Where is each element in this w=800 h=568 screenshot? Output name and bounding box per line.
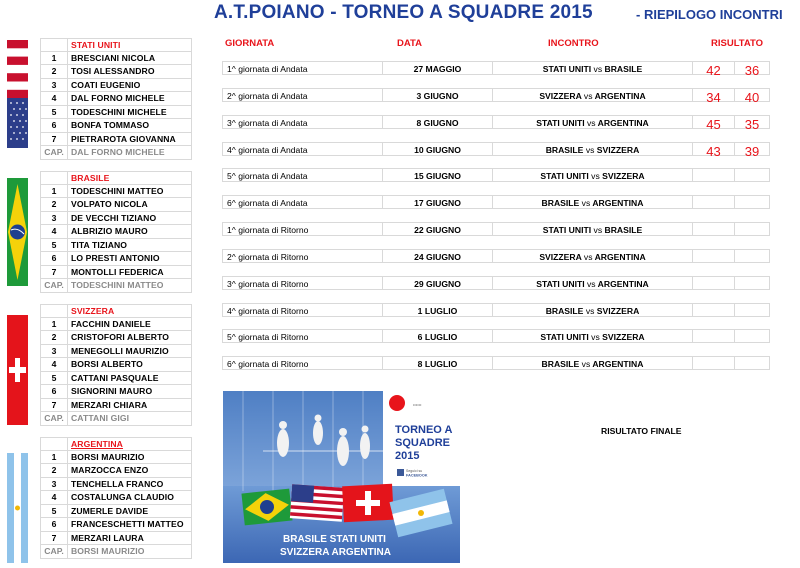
match-giornata: 1^ giornata di Andata [222, 62, 382, 74]
captain-row [40, 412, 192, 426]
player-number: 5 [51, 106, 57, 117]
score-away-cell [734, 62, 770, 78]
match-row [222, 168, 770, 182]
player-row [40, 345, 192, 359]
player-row [40, 133, 192, 147]
player-row [40, 119, 192, 133]
player-row [40, 372, 192, 386]
player-number: 4 [51, 492, 57, 502]
score-home-cell [692, 223, 734, 235]
player-number: 7 [51, 399, 57, 410]
match-away-team: ARGENTINA [594, 252, 646, 262]
captain-label: CAP. [44, 147, 64, 157]
team-roster [40, 437, 192, 559]
facebook-icon [397, 469, 404, 476]
player-row [40, 518, 192, 532]
player-number: 7 [51, 532, 57, 543]
score-home-cell [692, 116, 734, 132]
match-date: 8 GIUGNO [382, 116, 492, 128]
player-number: 1 [51, 318, 57, 329]
match-incontro [492, 196, 692, 208]
page-title [0, 2, 800, 26]
player-name: ALBRIZIO MAURO [71, 226, 148, 236]
page-title-main: A.T.POIANO - TORNEO A SQUADRE 2015 [214, 2, 593, 23]
player-row [40, 385, 192, 399]
score-home: 34 [706, 90, 721, 105]
player-name: CATTANI PASQUALE [71, 372, 159, 383]
match-row [222, 195, 770, 209]
player-name: BORSI MAURIZIO [71, 451, 145, 462]
match-home-team: STATI UNITI [542, 225, 592, 235]
player-name: BORSI ALBERTO [71, 359, 143, 369]
match-vs: vs [585, 145, 595, 155]
player-number: 3 [51, 478, 57, 489]
team-name: ARGENTINA [71, 439, 123, 449]
player-row [40, 239, 192, 253]
score-away: 35 [744, 117, 760, 132]
score-home-cell [692, 196, 734, 208]
tournament-poster [223, 391, 460, 563]
match-giornata: 6^ giornata di Ritorno [222, 357, 382, 369]
player-number: 6 [51, 253, 57, 263]
player-row [40, 532, 192, 546]
match-row [222, 276, 770, 290]
captain-label: CAP. [44, 280, 64, 290]
team-name-row [40, 171, 192, 185]
col-header-incontro: INCONTRO [548, 38, 599, 49]
score-away-cell [734, 304, 770, 316]
match-away-team: ARGENTINA [594, 91, 646, 101]
team-name: BRASILE [71, 173, 110, 183]
player-number: 6 [51, 519, 57, 529]
captain-name: CATTANI GIGI [71, 413, 130, 423]
col-header-risultato: RISULTATO [711, 38, 764, 49]
player-name: COSTALUNGA CLAUDIO [71, 492, 175, 502]
match-row [222, 142, 770, 159]
match-away-team: BRASILE [604, 64, 643, 74]
match-row [222, 249, 770, 263]
player-name: BONFA TOMMASO [71, 120, 150, 130]
poster-facebook: FACEBOOK [406, 473, 428, 478]
player-number: 4 [51, 226, 57, 236]
match-giornata: 1^ giornata di Ritorno [222, 223, 382, 235]
score-away-cell [734, 196, 770, 208]
captain-row [40, 545, 192, 559]
match-date: 24 GIUGNO [382, 250, 492, 262]
player-row [40, 491, 192, 505]
match-giornata: 4^ giornata di Ritorno [222, 304, 382, 316]
captain-label: CAP. [44, 413, 64, 423]
score-away: 39 [744, 144, 760, 159]
captain-row [40, 146, 192, 160]
player-name: FACCHIN DANIELE [71, 318, 151, 329]
match-date: 6 LUGLIO [382, 330, 492, 342]
score-home-cell [692, 357, 734, 369]
match-date: 17 GIUGNO [382, 196, 492, 208]
match-giornata: 3^ giornata di Ritorno [222, 277, 382, 289]
match-home-team: STATI UNITI [540, 171, 589, 181]
player-number: 5 [51, 372, 57, 383]
match-away-team: ARGENTINA [592, 359, 644, 369]
match-incontro [492, 116, 692, 128]
captain-name: TODESCHINI MATTEO [71, 280, 164, 290]
match-away-team: SVIZZERA [602, 332, 645, 342]
poster-facebook-pre: Seguici su [406, 469, 423, 473]
score-home-cell [692, 304, 734, 316]
player-name: LO PRESTI ANTONIO [71, 253, 160, 263]
player-row [40, 331, 192, 345]
poster-brazil-flag-icon [241, 489, 292, 526]
player-number: 2 [51, 199, 57, 209]
match-giornata: 5^ giornata di Ritorno [222, 330, 382, 342]
match-vs: vs [591, 171, 600, 181]
match-row [222, 88, 770, 105]
col-header-data: DATA [397, 38, 422, 49]
match-vs: vs [587, 279, 596, 289]
match-vs: vs [591, 332, 600, 342]
score-away: 40 [744, 90, 760, 105]
match-date: 15 GIUGNO [382, 169, 492, 181]
player-row [40, 212, 192, 226]
score-away-cell [734, 169, 770, 181]
match-giornata: 3^ giornata di Andata [222, 116, 382, 128]
brazil-flag-icon [7, 178, 28, 286]
player-name: DAL FORNO MICHELE [71, 93, 165, 103]
player-number: 7 [51, 133, 57, 144]
player-name: TODESCHINI MATTEO [71, 185, 164, 196]
score-away-cell [734, 330, 770, 342]
player-row [40, 505, 192, 519]
match-away-team: SVIZZERA [602, 171, 645, 181]
match-date: 27 MAGGIO [382, 62, 492, 74]
match-date: 10 GIUGNO [382, 143, 492, 155]
player-name: SIGNORINI MAURO [71, 386, 153, 396]
score-away-cell [734, 143, 770, 159]
player-number: 5 [51, 239, 57, 250]
player-row [40, 198, 192, 212]
player-row [40, 358, 192, 372]
match-date: 8 LUGLIO [382, 357, 492, 369]
poster-title-line1: TORNEO A [395, 424, 453, 436]
player-name: CRISTOFORI ALBERTO [71, 332, 170, 342]
player-row [40, 399, 192, 413]
score-away-cell [734, 277, 770, 289]
player-number: 4 [51, 359, 57, 369]
score-away-cell [734, 357, 770, 369]
player-number: 5 [51, 505, 57, 516]
match-row [222, 329, 770, 343]
score-home-cell [692, 250, 734, 262]
match-away-team: SVIZZERA [596, 306, 640, 316]
match-incontro [492, 330, 692, 342]
match-row [222, 303, 770, 317]
team-name-row [40, 304, 192, 318]
player-name: COATI EUGENIO [71, 79, 141, 90]
match-incontro [492, 143, 692, 155]
player-name: VOLPATO NICOLA [71, 199, 148, 209]
team-name: SVIZZERA [71, 306, 115, 316]
match-away-team: ARGENTINA [597, 118, 649, 128]
player-name: TODESCHINI MICHELE [71, 106, 167, 117]
player-row [40, 106, 192, 120]
player-number: 3 [51, 212, 57, 223]
score-home: 45 [706, 117, 721, 132]
score-home-cell [692, 143, 734, 159]
player-row [40, 225, 192, 239]
score-home-cell [692, 62, 734, 78]
match-incontro [492, 277, 692, 289]
match-away-team: SVIZZERA [596, 145, 640, 155]
match-home-team: SVIZZERA [539, 91, 582, 101]
player-number: 4 [51, 93, 57, 103]
player-name: MONTOLLI FEDERICA [71, 266, 164, 277]
team-roster [40, 304, 192, 426]
player-row [40, 266, 192, 280]
player-number: 3 [51, 79, 57, 90]
score-home: 42 [706, 63, 721, 78]
argentina-flag-icon [7, 453, 28, 563]
score-home: 43 [706, 144, 721, 159]
match-vs: vs [593, 64, 603, 74]
player-name: MARZOCCA ENZO [71, 465, 149, 475]
player-row [40, 65, 192, 79]
player-name: DE VECCHI TIZIANO [71, 212, 157, 223]
match-home-team: BRASILE [545, 306, 584, 316]
poster-swiss-flag-icon [342, 484, 394, 523]
score-away-cell [734, 223, 770, 235]
match-giornata: 6^ giornata di Andata [222, 196, 382, 208]
player-number: 1 [51, 185, 57, 196]
match-incontro [492, 304, 692, 316]
swiss-flag-icon [7, 315, 28, 425]
captain-label: CAP. [44, 546, 64, 556]
player-name: TOSI ALESSANDRO [71, 66, 155, 76]
match-date: 1 LUGLIO [382, 304, 492, 316]
match-home-team: STATI UNITI [540, 332, 589, 342]
score-away-cell [734, 250, 770, 262]
match-row [222, 115, 770, 132]
score-home-cell [692, 277, 734, 289]
player-name: BRESCIANI NICOLA [71, 52, 156, 63]
match-incontro [492, 250, 692, 262]
player-name: TITA TIZIANO [71, 239, 128, 250]
col-header-giornata: GIORNATA [225, 38, 275, 49]
match-vs: vs [587, 118, 596, 128]
poster-year: 2015 [395, 450, 420, 462]
player-name: MENEGOLLI MAURIZIO [71, 345, 169, 356]
player-name: MERZARI CHIARA [71, 399, 148, 410]
match-away-team: ARGENTINA [592, 198, 644, 208]
match-vs: vs [583, 252, 593, 262]
player-row [40, 464, 192, 478]
match-row [222, 356, 770, 370]
player-number: 2 [51, 465, 57, 475]
match-date: 22 GIUGNO [382, 223, 492, 235]
score-home-cell [692, 89, 734, 105]
player-number: 3 [51, 345, 57, 356]
match-date: 3 GIUGNO [382, 89, 492, 101]
match-vs: vs [583, 91, 593, 101]
match-giornata: 4^ giornata di Andata [222, 143, 382, 155]
captain-name: BORSI MAURIZIO [71, 546, 145, 556]
player-name: ZUMERLE DAVIDE [71, 505, 149, 516]
svg-text:••••••: •••••• [413, 402, 422, 407]
player-row [40, 451, 192, 465]
player-number: 6 [51, 386, 57, 396]
match-home-team: STATI UNITI [542, 64, 592, 74]
usa-flag-icon [7, 40, 28, 148]
poster-teams-top: BRASILE STATI UNITI [283, 534, 386, 545]
team-name: STATI UNITI [71, 40, 121, 50]
match-home-team: BRASILE [541, 359, 580, 369]
match-home-team: STATI UNITI [536, 279, 585, 289]
player-number: 6 [51, 120, 57, 130]
poster-title-line2: SQUADRE [395, 437, 451, 449]
player-row [40, 92, 192, 106]
player-number: 2 [51, 66, 57, 76]
match-incontro [492, 169, 692, 181]
match-vs: vs [593, 225, 603, 235]
team-roster [40, 171, 192, 293]
score-away-cell [734, 89, 770, 105]
match-giornata: 2^ giornata di Ritorno [222, 250, 382, 262]
player-row [40, 185, 192, 199]
match-row [222, 222, 770, 236]
match-vs: vs [581, 198, 591, 208]
player-row [40, 52, 192, 66]
team-name-row [40, 38, 192, 52]
match-incontro [492, 89, 692, 101]
captain-name: DAL FORNO MICHELE [71, 147, 165, 157]
match-row [222, 61, 770, 78]
team-name-row [40, 437, 192, 451]
match-home-team: SVIZZERA [539, 252, 582, 262]
match-giornata: 2^ giornata di Andata [222, 89, 382, 101]
match-home-team: BRASILE [541, 198, 580, 208]
player-row [40, 252, 192, 266]
match-away-team: BRASILE [604, 225, 643, 235]
match-incontro [492, 223, 692, 235]
match-home-team: BRASILE [545, 145, 584, 155]
score-away: 36 [744, 63, 760, 78]
match-vs: vs [585, 306, 595, 316]
player-number: 2 [51, 332, 57, 342]
player-row [40, 318, 192, 332]
score-home-cell [692, 169, 734, 181]
player-number: 1 [51, 451, 57, 462]
match-home-team: STATI UNITI [536, 118, 585, 128]
player-name: MERZARI LAURA [71, 532, 144, 543]
match-date: 29 GIUGNO [382, 277, 492, 289]
poster-usa-flag-icon [290, 484, 344, 522]
player-row [40, 79, 192, 93]
score-away-cell [734, 116, 770, 132]
team-roster [40, 38, 192, 160]
page-subtitle: - RIEPILOGO INCONTRI [636, 7, 783, 22]
player-row [40, 478, 192, 492]
player-name: FRANCESCHETTI MATTEO [71, 519, 184, 529]
captain-row [40, 279, 192, 293]
player-number: 7 [51, 266, 57, 277]
score-home-cell [692, 330, 734, 342]
final-result-label: RISULTATO FINALE [601, 426, 682, 436]
player-name: TENCHELLA FRANCO [71, 478, 164, 489]
match-incontro [492, 357, 692, 369]
poster-teams-bottom: SVIZZERA ARGENTINA [280, 547, 391, 558]
player-number: 1 [51, 52, 57, 63]
player-name: PIETRAROTA GIOVANNA [71, 133, 176, 144]
match-incontro [492, 62, 692, 74]
match-vs: vs [581, 359, 591, 369]
match-away-team: ARGENTINA [597, 279, 649, 289]
match-giornata: 5^ giornata di Andata [222, 169, 382, 181]
